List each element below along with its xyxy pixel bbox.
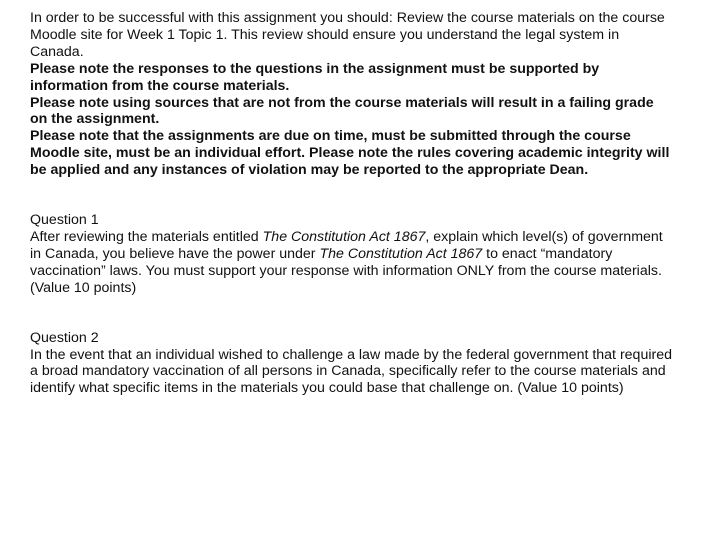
question-1-heading: Question 1 bbox=[30, 212, 99, 229]
question-1-text-a: After reviewing the materials entitled bbox=[30, 228, 263, 245]
spacer bbox=[30, 297, 673, 330]
question-1-text-b: , explain which level(s) of government in Canada, you believe have the power under bbox=[30, 228, 663, 262]
question-1-act-title-a: The Constitution Act 1867 bbox=[262, 228, 426, 245]
question-1-act-title-b: The Constitution Act 1867 bbox=[319, 245, 483, 262]
spacer bbox=[30, 179, 673, 212]
question-2-section bbox=[30, 330, 673, 398]
note-sources-paragraph: Please note using sources that are not from the course materials will result in a failing grade on the assignment. bbox=[30, 94, 654, 128]
question-1-section bbox=[30, 212, 673, 297]
question-2-heading: Question 2 bbox=[30, 329, 99, 346]
question-1-body bbox=[30, 229, 673, 297]
instructions-section bbox=[30, 10, 673, 179]
note-due-paragraph: Please note that the assignments are due on time, must be submitted through the course Moodle site, must be an individual effort. Please note the rules covering academic integrity will be applied and any instances of violation may be reported to the appropriate Dean. bbox=[30, 128, 670, 179]
intro-review-paragraph: In order to be successful with this assignment you should: Review the course materials on the course Moodle site for Week 1 Topic 1. This review should ensure you understand the legal system in Canada. bbox=[30, 10, 665, 60]
note-support-paragraph: Please note the responses to the questions in the assignment must be supported by information from the course materials. bbox=[30, 60, 600, 94]
question-1-text-c: to enact “mandatory vaccination” laws. You must support your response with information ONLY from the course materials. (Value 10 points) bbox=[30, 245, 662, 296]
question-2-body: In the event that an individual wished to challenge a law made by the federal government that required a broad mandatory vaccination of all persons in Canada, specifically refer to the course materials and identify what specific items in the materials you could base that challenge on. (Value 10 points) bbox=[30, 346, 672, 397]
